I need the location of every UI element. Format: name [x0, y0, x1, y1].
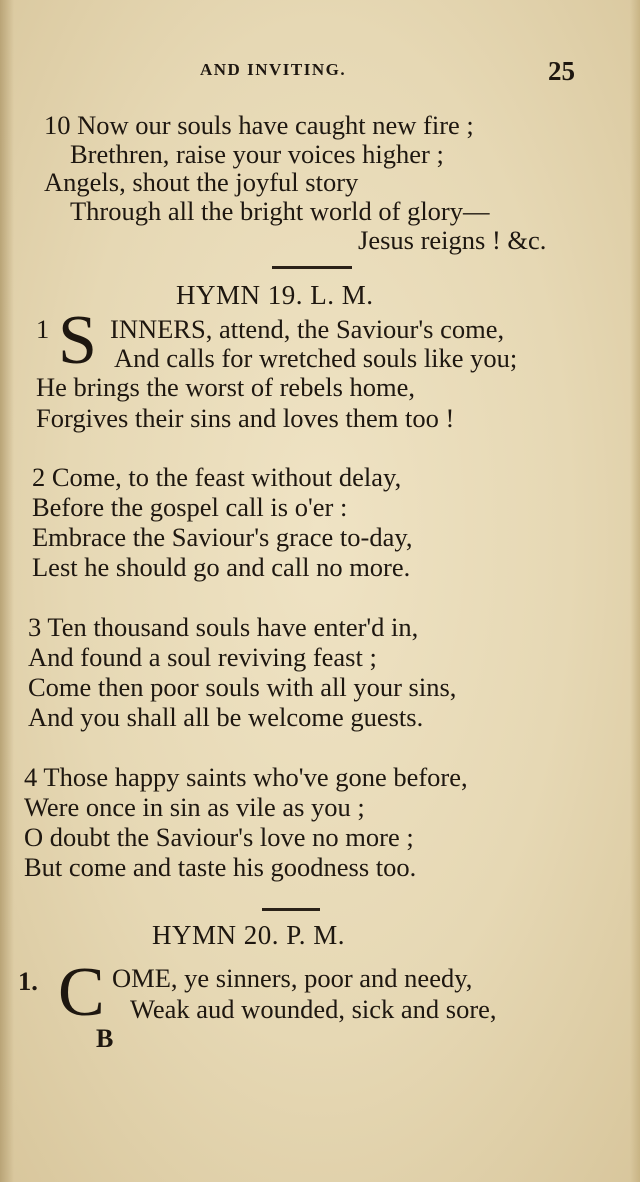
hymn19-verse3-line-1: 3 Ten thousand souls have enter'd in, — [28, 612, 419, 642]
hymn19-verse3-line-4: And you shall all be welcome guests. — [28, 702, 424, 732]
hymn19-verse4-line-2: Were once in sin as vile as you ; — [24, 792, 365, 822]
hymn19-verse1-line-3: He brings the worst of rebels home, — [36, 372, 416, 402]
hymn19-verse2-line-3: Embrace the Saviour's grace to-day, — [32, 522, 413, 552]
hymn19-verse3-line-3: Come then poor souls with all your sins, — [28, 672, 457, 702]
hymn19-verse1-number: 1 — [36, 314, 50, 344]
hymn18-chorus-line: Jesus reigns ! &c. — [358, 225, 547, 255]
hymn19-verse1-line-1: INNERS, attend, the Saviour's come, — [110, 314, 505, 344]
hymn20-verse1-line-1: OME, ye sinners, poor and needy, — [112, 963, 473, 993]
hymn20-verse1-number: 1. — [18, 966, 38, 996]
hymn19-verse1-line-4: Forgives their sins and loves them too ! — [36, 403, 455, 433]
hymn20-dropcap: C — [58, 954, 105, 1031]
hymn19-verse2-line-1: 2 Come, to the feast without delay, — [32, 462, 402, 492]
hymn19-heading: HYMN 19. L. M. — [176, 280, 374, 310]
section-rule-2 — [262, 908, 320, 911]
running-head — [0, 56, 640, 86]
hymn19-verse2-line-2: Before the gospel call is o'er : — [32, 492, 348, 522]
page-edge-right — [630, 0, 640, 1182]
hymn20-verse1-line-2: Weak aud wounded, sick and sore, — [130, 994, 497, 1024]
hymn18-line-3: Angels, shout the joyful story — [44, 167, 359, 197]
section-rule-1 — [272, 266, 352, 269]
hymn19-verse4-line-4: But come and taste his goodness too. — [24, 852, 417, 882]
hymn19-verse4-line-3: O doubt the Saviour's love no more ; — [24, 822, 414, 852]
hymn19-verse2-line-4: Lest he should go and call no more. — [32, 552, 411, 582]
signature-mark: B — [96, 1024, 114, 1053]
hymn20-heading: HYMN 20. P. M. — [152, 920, 346, 950]
running-title: AND INVITING. — [200, 60, 347, 79]
page-edge-left — [0, 0, 14, 1182]
hymn18-line-4: Through all the bright world of glory— — [70, 196, 490, 226]
hymn18-line-2: Brethren, raise your voices higher ; — [70, 139, 444, 169]
hymn19-verse4-line-1: 4 Those happy saints who've gone before, — [24, 762, 468, 792]
page-number: 25 — [548, 56, 575, 86]
hymn19-verse3-line-2: And found a soul reviving feast ; — [28, 642, 377, 672]
hymn19-dropcap: S — [58, 302, 97, 379]
hymn19-verse1-line-2: And calls for wretched souls like you; — [114, 343, 518, 373]
hymn18-line-1: 10 Now our souls have caught new fire ; — [44, 110, 474, 140]
